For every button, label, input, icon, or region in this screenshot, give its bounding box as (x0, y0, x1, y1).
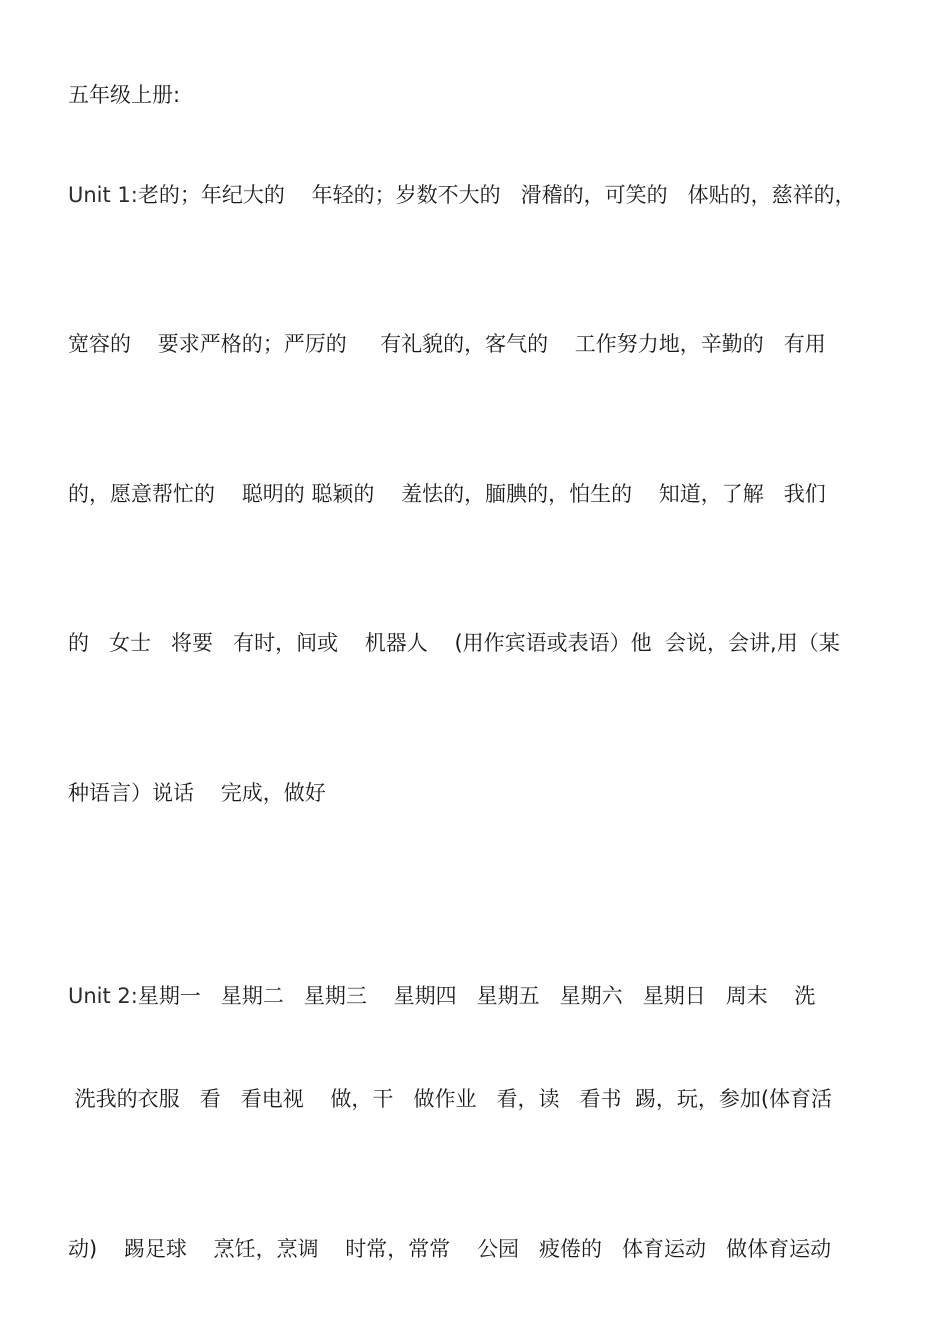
unit-2-label: Unit 2: (68, 984, 138, 1008)
unit-1-line-2: 宽容的 要求严格的；严厉的 有礼貌的，客气的 工作努力地，辛勤的 有用 (68, 332, 826, 356)
unit-2-line-3: 动) 踢足球 烹饪，烹调 时常，常常 公园 疲倦的 体育运动 做体育运动 (68, 1237, 832, 1261)
unit-1-line-1 (68, 182, 856, 208)
unit-1-line-4: 的 女士 将要 有时，间或 机器人 (用作宾语或表语）他 会说，会讲,用（某 (68, 631, 840, 655)
unit-1-label: Unit 1: (68, 183, 138, 207)
unit-1-line-3: 的，愿意帮忙的 聪明的 聪颖的 羞怯的，腼腆的，怕生的 知道，了解 我们 (68, 482, 826, 506)
unit-2-line-1 (68, 983, 815, 1009)
unit-2-text-1: 星期一 星期二 星期三 星期四 星期五 星期六 星期日 周末 洗 (137, 984, 816, 1008)
unit-1-line-5: 种语言）说话 完成，做好 (68, 781, 326, 805)
unit-2-line-2: 洗我的衣服 看 看电视 做，干 做作业 看，读 看书 踢，玩，参加(体育活 (68, 1087, 833, 1111)
page-heading: 五年级上册: (68, 83, 181, 107)
unit-1-text-1: 老的；年纪大的 年轻的；岁数不大的 滑稽的，可笑的 体贴的，慈祥的， (137, 183, 856, 207)
